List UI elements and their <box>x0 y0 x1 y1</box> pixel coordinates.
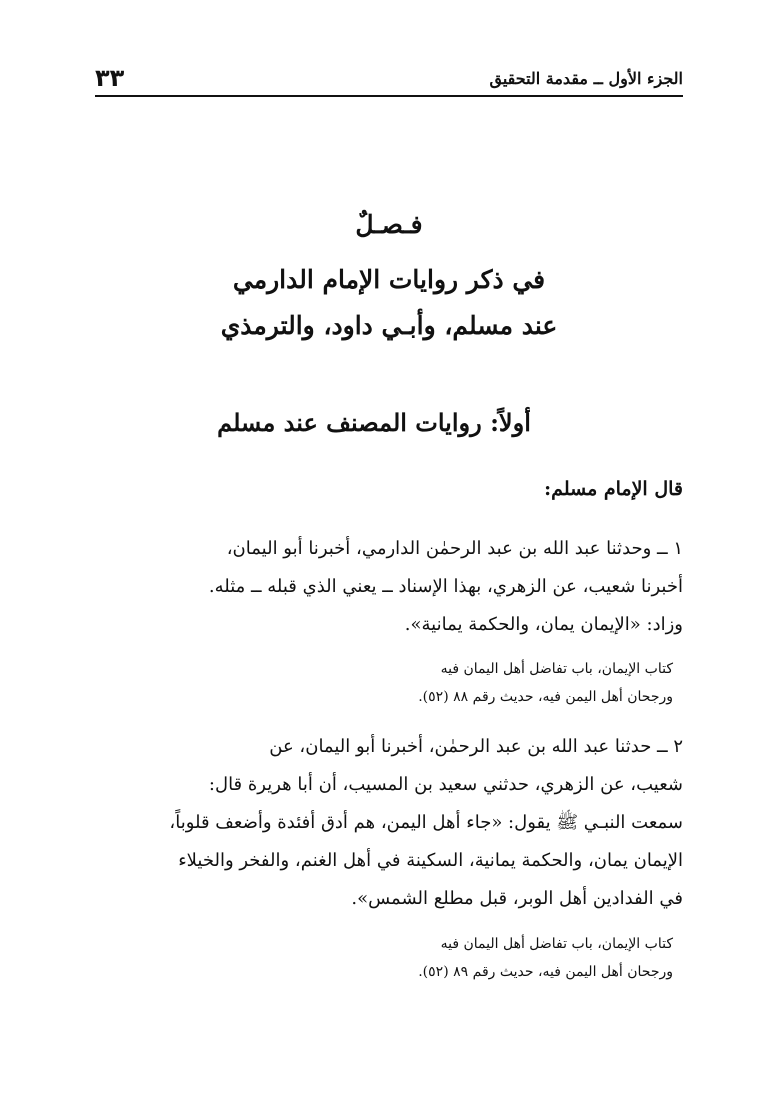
note-line: كتاب الإيمان، باب تفاضل أهل اليمان فيه <box>440 661 673 677</box>
page-number: ٣٣ <box>95 64 125 92</box>
hadith-2-line: سمعت النبـي ﷺ يقول: «جاء أهل اليمن، هم أدق أفئدة وأضعف قلوباً، <box>169 812 683 833</box>
hadith-1-line: ١ ــ وحدثنا عبد الله بن عبد الرحمٰن الدارمي، أخبرنا أبو اليمان، <box>226 538 683 559</box>
chapter-block <box>95 205 683 349</box>
running-header <box>95 62 683 94</box>
hadith-2-line: ٢ ــ حدثنا عبد الله بن عبد الرحمٰن، أخبرنا أبو اليمان، عن <box>269 736 683 757</box>
note-line: ورجحان أهل اليمن فيه، حديث رقم ٨٩ (٥٢). <box>418 964 673 980</box>
hadith-2 <box>95 728 683 918</box>
chapter-title-line-1: في ذكر روايات الإمام الدارمي <box>232 265 546 294</box>
intro-line: قال الإمام مسلم: <box>544 478 683 500</box>
hadith-2-line: في الفدادين أهل الوبر، قبل مطلع الشمس». <box>351 888 683 909</box>
hadith-2-line: شعيب، عن الزهري، حدثني سعيد بن المسيب، أن أبا هريرة قال: <box>208 774 683 795</box>
hadith-1-line: أخبرنا شعيب، عن الزهري، بهذا الإسناد ــ يعني الذي قبله ــ مثله. <box>208 576 683 597</box>
hadith-1 <box>95 530 683 644</box>
note-line: ورجحان أهل اليمن فيه، حديث رقم ٨٨ (٥٢). <box>418 689 673 705</box>
hadith-1-source-note <box>95 655 683 711</box>
header-rule <box>95 95 683 97</box>
chapter-title-line-2: عند مسلم، وأبـي داود، والترمذي <box>220 311 558 340</box>
chapter-heading: فـصـلٌ <box>355 210 423 239</box>
hadith-2-source-note <box>95 930 683 986</box>
header-title: الجزء الأول ــ مقدمة التحقيق <box>489 68 683 88</box>
hadith-1-line: وزاد: «الإيمان يمان، والحكمة يمانية». <box>404 614 683 635</box>
section-heading: أولاً: روايات المصنف عند مسلم <box>217 408 531 437</box>
note-line: كتاب الإيمان، باب تفاضل أهل اليمان فيه <box>440 936 673 952</box>
hadith-2-line: الإيمان يمان، والحكمة يمانية، السكينة في أهل الغنم، والفخر والخيلاء <box>178 850 683 871</box>
